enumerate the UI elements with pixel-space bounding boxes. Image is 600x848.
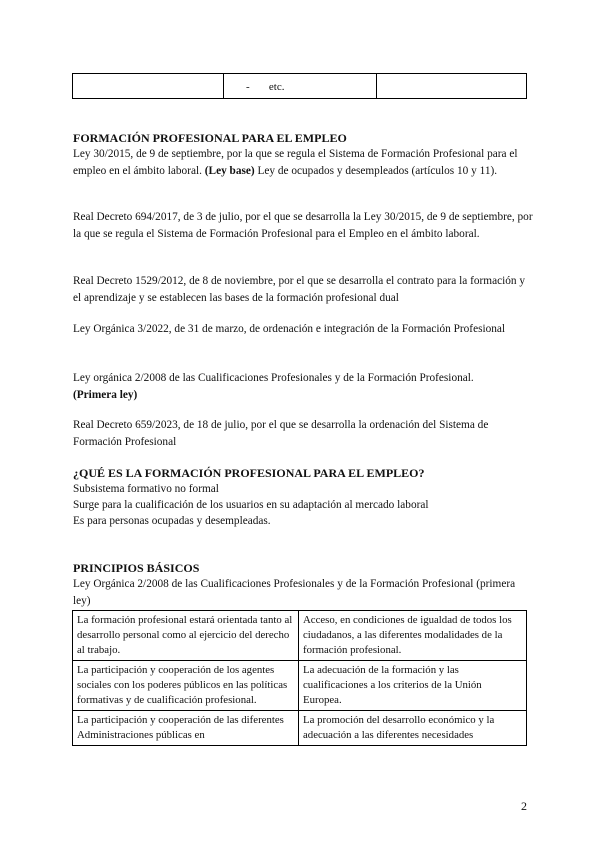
table-row bbox=[73, 661, 527, 711]
principio-1-1: La formación profesional estará orientada tanto al desarrollo personal como al ejercicio del derecho al trabajo. bbox=[77, 614, 293, 656]
paragraph-ley-30-2015-text-b: Ley de ocupados y desempleados (artículos 10 y 11). bbox=[257, 164, 498, 177]
top-table-cell-middle bbox=[224, 74, 377, 99]
table-cell bbox=[299, 611, 527, 661]
principio-1-2: Acceso, en condiciones de igualdad de todos los ciudadanos, a las diferentes modalidades de la formación profesional. bbox=[303, 614, 512, 656]
section-heading-fp-empleo: FORMACIÓN PROFESIONAL PARA EL EMPLEO bbox=[73, 131, 347, 145]
paragraph-ley-30-2015 bbox=[73, 146, 533, 179]
table-row bbox=[73, 711, 527, 746]
paragraph-ley-30-2015-text-a: Ley 30/2015, de 9 de septiembre, por la que se regula el Sistema de Formación Profesional para el empleo en el ámbito laboral. bbox=[73, 148, 518, 177]
table-cell bbox=[73, 611, 299, 661]
section-heading-principios: PRINCIPIOS BÁSICOS bbox=[73, 561, 200, 575]
paragraph-rd-659-2023: Real Decreto 659/2023, de 18 de julio, por el que se desarrolla la ordenación del Sistema de Formación Profesional bbox=[73, 419, 489, 448]
primera-ley-label: (Primera ley) bbox=[73, 388, 138, 401]
principios-intro: Ley Orgánica 2/2008 de las Cualificaciones Profesionales y de la Formación Profesional (primera ley) bbox=[73, 578, 516, 607]
paragraph-lo-2-2008-text: Ley orgánica 2/2008 de las Cualificaciones Profesionales y de la Formación Profesional. bbox=[73, 372, 474, 384]
table-row bbox=[73, 611, 527, 661]
table-cell bbox=[73, 661, 299, 711]
que-es-line-3: Es para personas ocupadas y desempleadas. bbox=[73, 515, 271, 527]
paragraph-lo-3-2022: Ley Orgánica 3/2022, de 31 de marzo, de ordenación e integración de la Formación Profesional bbox=[73, 323, 506, 335]
section-heading-que-es: ¿QUÉ ES LA FORMACIÓN PROFESIONAL PARA EL EMPLEO? bbox=[73, 466, 425, 480]
table-cell bbox=[299, 661, 527, 711]
top-table bbox=[72, 73, 527, 99]
que-es-line-1: Subsistema formativo no formal bbox=[73, 483, 219, 495]
principio-2-2: La adecuación de la formación y las cualificaciones a los criterios de la Unión Europea. bbox=[303, 664, 482, 706]
paragraph-rd-694-2017: Real Decreto 694/2017, de 3 de julio, por el que se desarrolla la Ley 30/2015, de 9 de septiembre, por la que se regula el Sistema de Formación Profesional para el Empleo en el ámbito laboral. bbox=[73, 211, 533, 240]
principio-2-1: La participación y cooperación de los agentes sociales con los poderes públicos en las políticas formativas y de cualificación profesional. bbox=[77, 664, 288, 706]
ley-base-label: (Ley base) bbox=[204, 164, 255, 177]
principio-3-1: La participación y cooperación de las diferentes Administraciones públicas en bbox=[77, 714, 284, 741]
top-table-etc: - etc. bbox=[246, 81, 285, 93]
top-table-cell-right bbox=[377, 74, 527, 99]
table-cell bbox=[299, 711, 527, 746]
page-number: 2 bbox=[521, 799, 527, 813]
principio-3-2: La promoción del desarrollo económico y la adecuación a las diferentes necesidades bbox=[303, 714, 495, 741]
principios-table bbox=[72, 610, 527, 746]
table-cell bbox=[73, 711, 299, 746]
top-table-cell-left bbox=[73, 74, 224, 99]
que-es-line-2: Surge para la cualificación de los usuarios en su adaptación al mercado laboral bbox=[73, 499, 429, 511]
paragraph-lo-2-2008 bbox=[73, 370, 533, 403]
paragraph-rd-1529-2012: Real Decreto 1529/2012, de 8 de noviembre, por el que se desarrolla el contrato para la formación y el aprendizaje y se establecen las bases de la formación profesional dual bbox=[73, 275, 526, 304]
